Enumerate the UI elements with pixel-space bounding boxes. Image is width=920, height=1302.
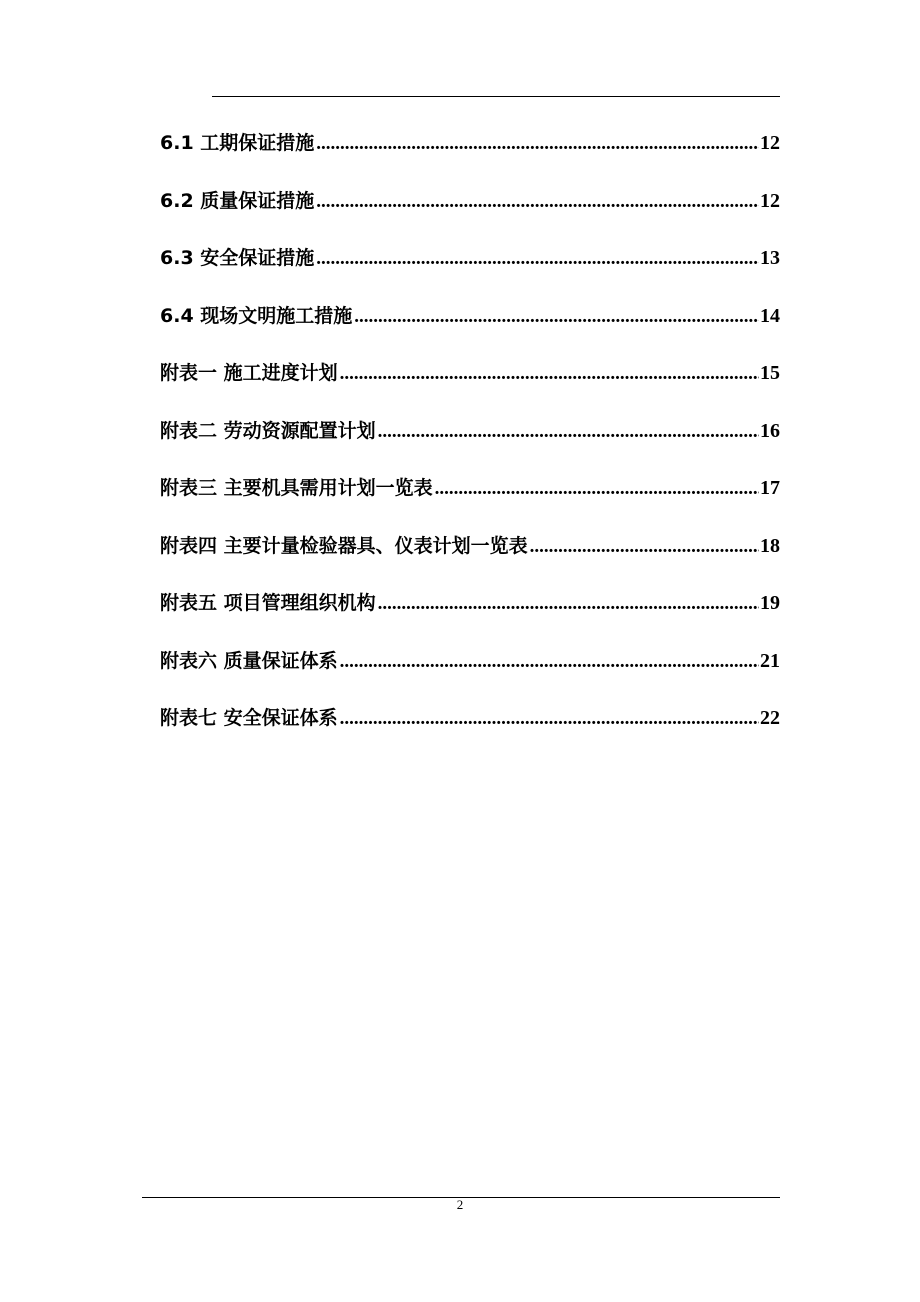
toc-entry-title: 附表一 施工进度计划 xyxy=(160,362,338,384)
toc-entry[interactable] xyxy=(160,180,780,238)
toc-leader-dots xyxy=(340,641,759,683)
table-of-contents xyxy=(160,122,780,755)
toc-entry-title: 6.4 现场文明施工措施 xyxy=(160,304,353,327)
toc-leader-dots xyxy=(340,698,759,740)
toc-leader-dots xyxy=(378,411,759,453)
toc-leader-dots xyxy=(530,526,759,568)
toc-entry-title: 6.2 质量保证措施 xyxy=(160,189,315,212)
toc-entry-page: 17 xyxy=(760,477,780,499)
toc-entry-page: 16 xyxy=(760,419,780,442)
toc-entry-title: 附表六 质量保证体系 xyxy=(160,649,338,672)
toc-entry-title: 附表七 安全保证体系 xyxy=(160,707,338,729)
toc-entry-page: 13 xyxy=(760,247,780,269)
toc-entry-page: 22 xyxy=(760,707,780,729)
toc-entry-page: 15 xyxy=(760,362,780,384)
toc-entry[interactable] xyxy=(160,352,780,410)
toc-leader-dots xyxy=(316,123,759,165)
toc-entry[interactable] xyxy=(160,582,780,640)
toc-entry-title: 6.3 安全保证措施 xyxy=(160,247,315,269)
toc-entry-title: 附表五 项目管理组织机构 xyxy=(160,592,376,614)
toc-entry[interactable] xyxy=(160,410,780,468)
header-rule xyxy=(212,96,780,97)
toc-leader-dots xyxy=(354,296,759,338)
toc-entry[interactable] xyxy=(160,237,780,295)
toc-entry-page: 12 xyxy=(760,189,780,212)
toc-entry-title: 附表四 主要计量检验器具、仪表计划一览表 xyxy=(160,534,528,557)
toc-entry-title: 附表三 主要机具需用计划一览表 xyxy=(160,477,433,499)
toc-leader-dots xyxy=(316,181,759,223)
toc-entry[interactable] xyxy=(160,295,780,353)
toc-entry-page: 19 xyxy=(760,592,780,614)
toc-leader-dots xyxy=(316,238,759,280)
toc-entry[interactable] xyxy=(160,122,780,180)
page-number: 2 xyxy=(456,1197,464,1212)
toc-leader-dots xyxy=(435,468,759,510)
toc-entry[interactable] xyxy=(160,525,780,583)
toc-entry-page: 12 xyxy=(760,132,780,154)
toc-entry[interactable] xyxy=(160,467,780,525)
toc-entry-page: 14 xyxy=(760,304,780,327)
toc-entry-title: 附表二 劳动资源配置计划 xyxy=(160,419,376,442)
toc-leader-dots xyxy=(340,353,759,395)
toc-entry-page: 21 xyxy=(760,649,780,672)
toc-leader-dots xyxy=(378,583,759,625)
toc-entry[interactable] xyxy=(160,640,780,698)
toc-entry-title: 6.1 工期保证措施 xyxy=(160,132,315,154)
toc-entry[interactable] xyxy=(160,697,780,755)
toc-entry-page: 18 xyxy=(760,534,780,557)
